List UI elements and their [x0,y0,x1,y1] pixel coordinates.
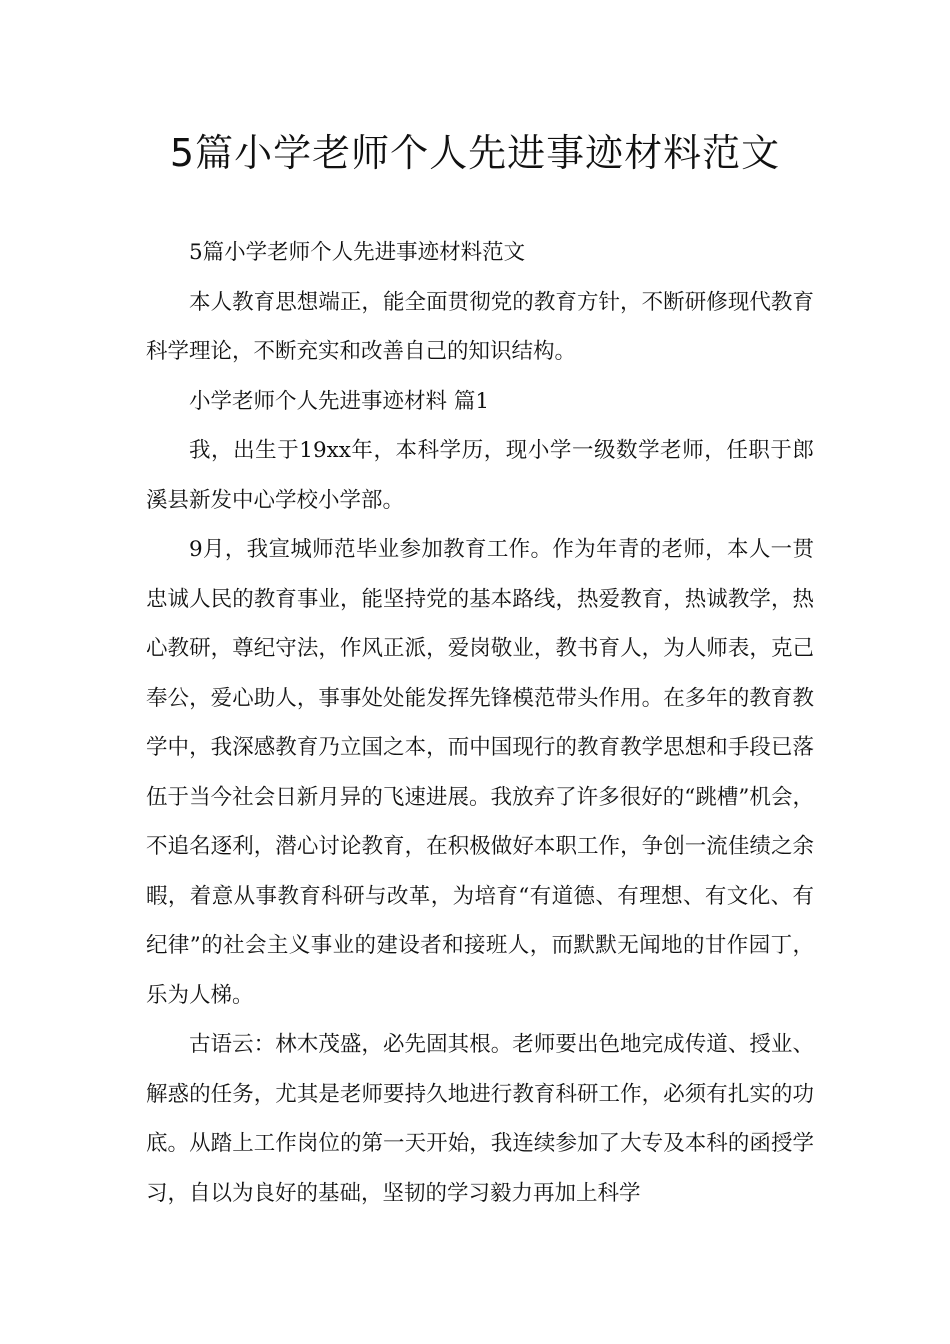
paragraph-intro: 本人教育思想端正，能全面贯彻党的教育方针，不断研修现代教育科学理论，不断充实和改善自己的知识结构。 [146,289,814,364]
section-heading: 小学老师个人先进事迹材料 篇1 [189,388,490,414]
paragraph-career: 9月，我宣城师范毕业参加教育工作。作为年青的老师，本人一贯忠诚人民的教育事业，能坚持党的基本路线，热爱教育，热诚教学，热心教研，尊纪守法，作风正派，爱岗敬业，教书育人，为人师表，克己奉公，爱心助人，事事处处能发挥先锋模范带头作用。在多年的教育教学中，我深感教育乃立国之本，而中国现行的教育教学思想和手段已落伍于当今社会日新月异的飞速进展。我放弃了许多很好的“跳槽”机会，不追名逐利，潜心讨论教育，在积极做好本职工作，争创一流佳绩之余暇，着意从事教育科研与改革，为培育“有道德、有理想、有文化、有纪律”的社会主义事业的建设者和接班人，而默默无闻地的甘作园丁，乐为人梯。 [146,537,814,1008]
paragraph-profile: 我，出生于19xx年，本科学历，现小学一级数学老师，任职于郎溪县新发中心学校小学部。 [146,438,814,513]
paragraph-subtitle: 5篇小学老师个人先进事迹材料范文 [189,240,526,265]
document-title: 5篇小学老师个人先进事迹材料范文 [169,131,781,175]
paragraph-study: 古语云：林木茂盛，必先固其根。老师要出色地完成传道、授业、解惑的任务，尤其是老师要持久地进行教育科研工作，必须有扎实的功底。从踏上工作岗位的第一天开始，我连续参加了大专及本科的函授学习，自以为良好的基础，坚韧的学习毅力再加上科学 [146,1032,814,1206]
document-body [146,228,814,1218]
